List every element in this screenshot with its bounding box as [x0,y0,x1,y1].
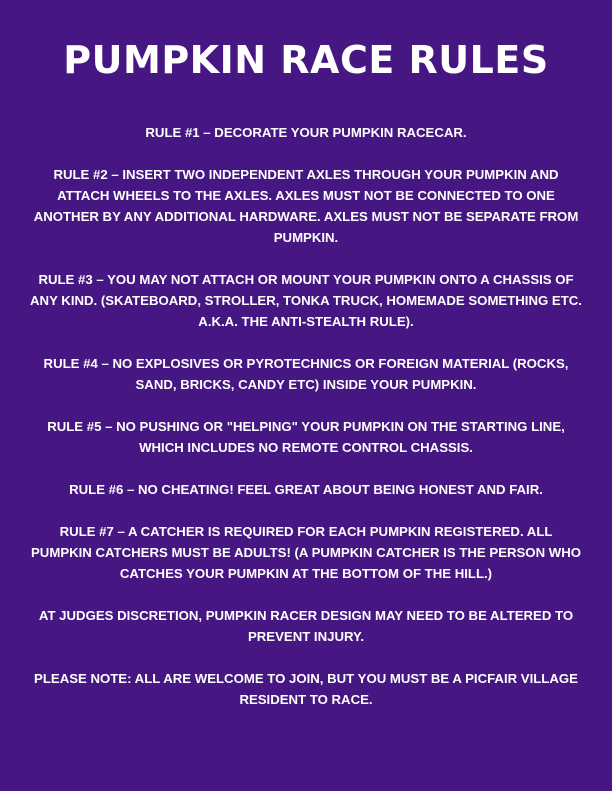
rule-1: RULE #1 – DECORATE YOUR PUMPKIN RACECAR. [145,125,467,140]
rule-7: RULE #7 – A CATCHER IS REQUIRED FOR EACH PUMPKIN REGISTERED. ALL PUMPKIN CATCHERS MUST BE ADULTS! (A PUMPKIN CATCHER IS THE PERSON WHO CATCHES YOUR PUMPKIN AT THE BOTTOM OF THE HILL.) [31,524,581,581]
rule-2: RULE #2 – INSERT TWO INDEPENDENT AXLES THROUGH YOUR PUMPKIN AND ATTACH WHEELS TO THE AXLES. AXLES MUST NOT BE CONNECTED TO ONE ANOTHER BY ANY ADDITIONAL HARDWARE. AXLES MUST NOT BE SEPARATE FROM PUMPKIN. [33,167,579,245]
rule-3: RULE #3 – YOU MAY NOT ATTACH OR MOUNT YOUR PUMPKIN ONTO A CHASSIS OF ANY KIND. (SKATEBOARD, STROLLER, TONKA TRUCK, HOMEMADE SOMETHING ETC. A.K.A. THE ANTI-STEALTH RULE). [30,272,582,329]
page-title: PUMPKIN RACE RULES [63,38,549,82]
rules-list [30,122,582,710]
rule-5: RULE #5 – NO PUSHING OR "HELPING" YOUR PUMPKIN ON THE STARTING LINE, WHICH INCLUDES NO REMOTE CONTROL CHASSIS. [47,419,565,455]
residency-note: PLEASE NOTE: ALL ARE WELCOME TO JOIN, BUT YOU MUST BE A PICFAIR VILLAGE RESIDENT TO RACE. [34,671,578,707]
rule-4: RULE #4 – NO EXPLOSIVES OR PYROTECHNICS OR FOREIGN MATERIAL (ROCKS, SAND, BRICKS, CANDY ETC) INSIDE YOUR PUMPKIN. [43,356,569,392]
judges-discretion-note: AT JUDGES DISCRETION, PUMPKIN RACER DESIGN MAY NEED TO BE ALTERED TO PREVENT INJURY. [38,608,574,644]
rule-6: RULE #6 – NO CHEATING! FEEL GREAT ABOUT BEING HONEST AND FAIR. [69,482,543,497]
